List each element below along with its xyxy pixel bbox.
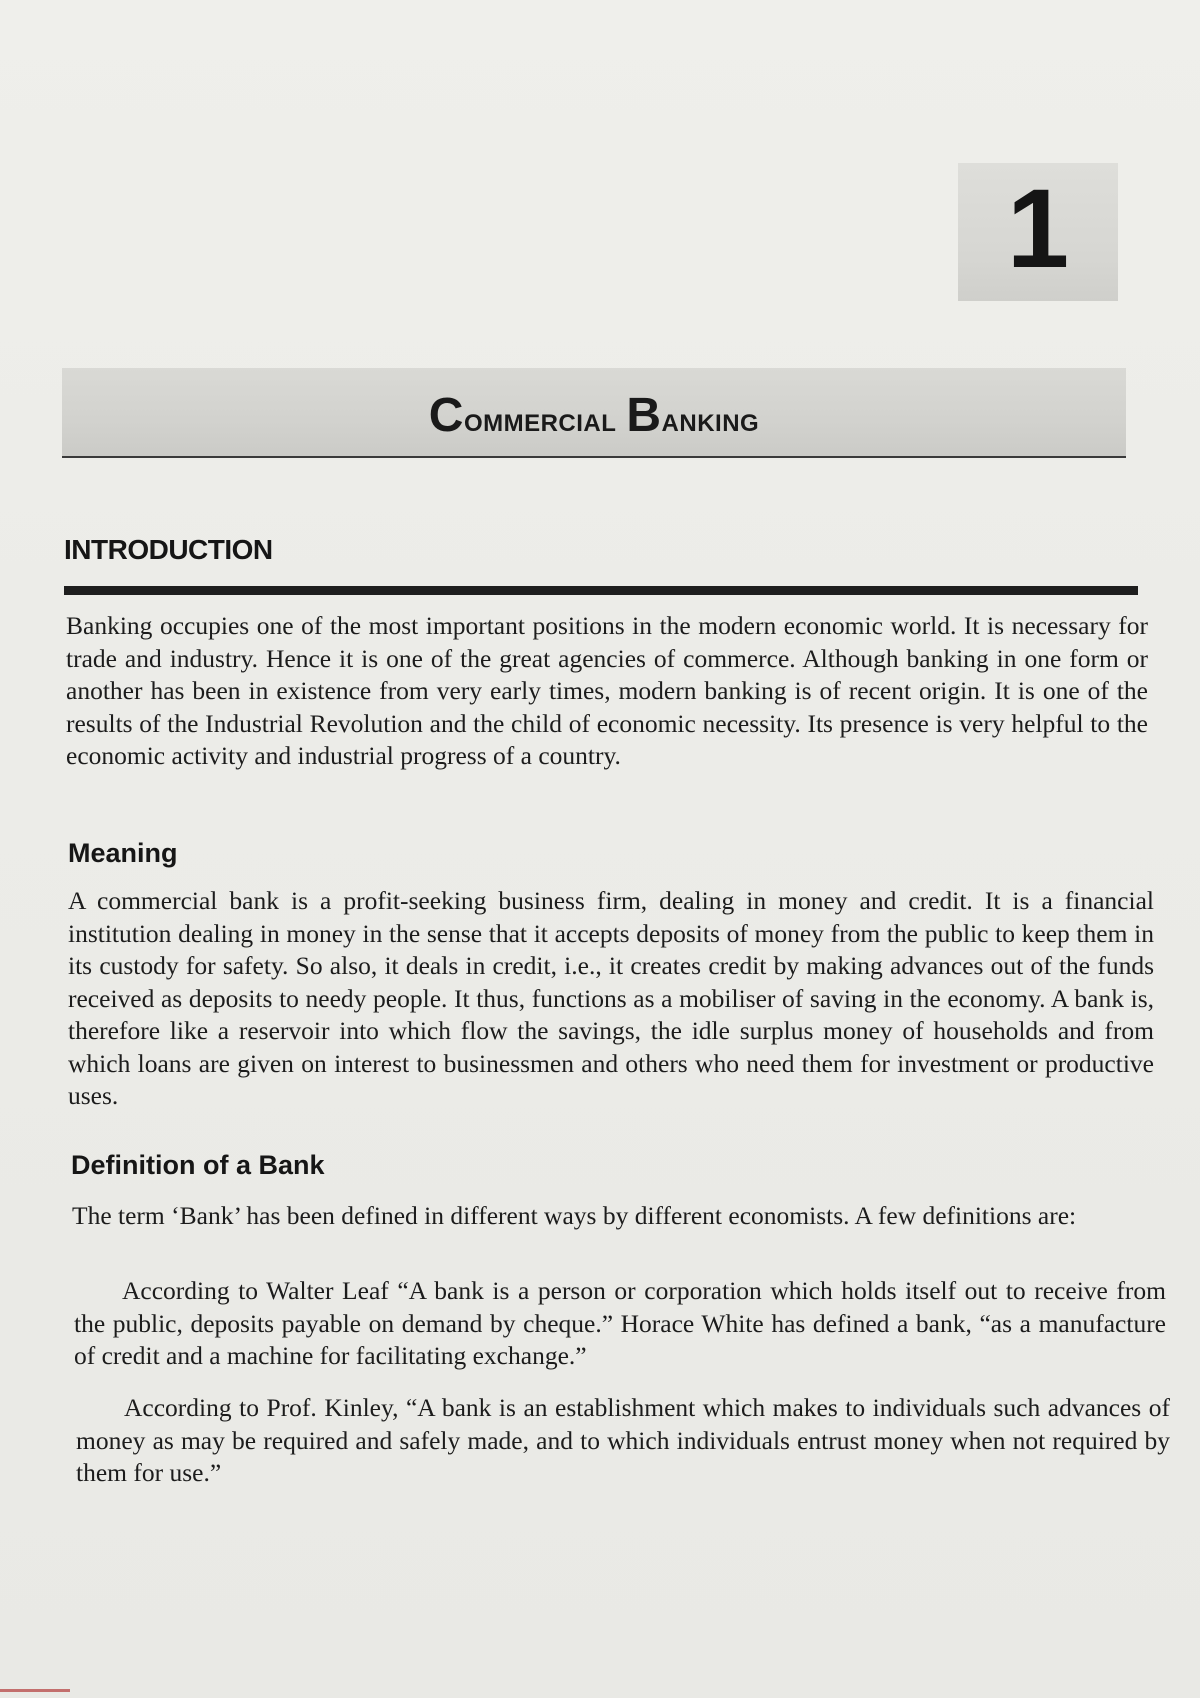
definition-quote-walter-leaf: According to Walter Leaf “A bank is a person or corporation which holds itself out to receive from the public, deposits payable on demand by cheque.” Horace White has defined a bank, “as a manufacture of credit and a machine for facilitating exchange.” [74,1276,1166,1370]
chapter-title-rest-1: ommercial [463,400,617,439]
chapter-title-rest-2: anking [661,400,760,439]
chapter-title-initial-2: B [626,388,662,442]
chapter-number-box [958,163,1118,301]
introduction-heading: INTRODUCTION [64,534,273,565]
chapter-title-initial-1: C [428,388,464,442]
chapter-title [429,388,759,443]
chapter-title-band [62,368,1126,458]
definition-intro-paragraph: The term ‘Bank’ has been defined in different ways by different economists. A few definitions are: [72,1201,1077,1230]
definition-heading: Definition of a Bank [71,1150,325,1180]
introduction-paragraph: Banking occupies one of the most important positions in the modern economic world. It is necessary for trade and industry. Hence it is one of the great agencies of commerce. Although banking in one form or another has been in existence from very early times, modern banking is of recent origin. It is one of the results of the Industrial Revolution and the child of economic necessity. Its presence is very helpful to the economic activity and industrial progress of a country. [66,611,1148,770]
meaning-paragraph: A commercial bank is a profit-seeking business firm, dealing in money and credit. It is a financial institution dealing in money in the sense that it accepts deposits of money from the public to keep them in its custody for safety. So also, it deals in credit, i.e., it creates credit by making advances out of the funds received as deposits to needy people. It thus, functions as a mobiliser of saving in the economy. A bank is, therefore like a reservoir into which flow the savings, the idle surplus money of households and from which loans are given on interest to businessmen and others who need them for investment or productive uses. [68,886,1154,1110]
scan-edge-mark [0,1689,70,1692]
meaning-heading: Meaning [68,838,178,868]
definition-quote-kinley: According to Prof. Kinley, “A bank is an establishment which makes to individuals such advances of money as may be required and safely made, and to which individuals entrust money when not required by them for use.” [76,1393,1170,1487]
introduction-rule [64,586,1138,595]
chapter-number: 1 [1006,166,1070,291]
